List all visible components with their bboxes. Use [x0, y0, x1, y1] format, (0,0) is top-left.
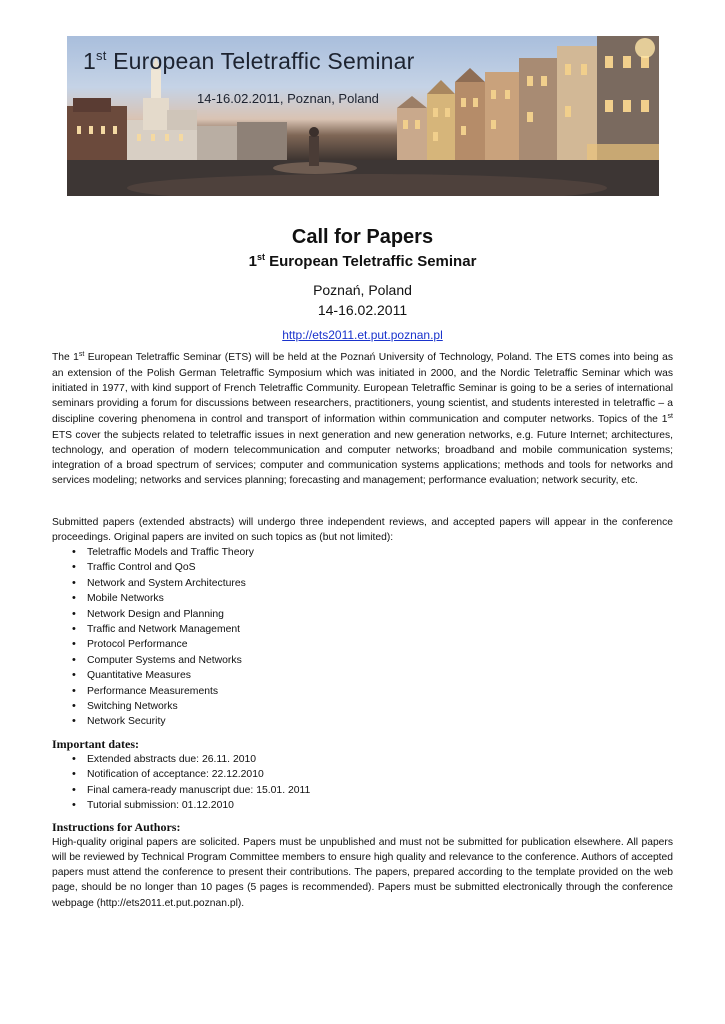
list-item: • Protocol Performance [72, 637, 254, 652]
list-item: • Teletraffic Models and Traffic Theory [72, 545, 254, 560]
intro-paragraph [52, 350, 673, 488]
website-link[interactable]: http://ets2011.et.put.poznan.pl [282, 328, 443, 342]
list-item: • Quantitative Measures [72, 668, 254, 683]
website-link-line [0, 328, 725, 342]
event-date: 14-16.02.2011 [317, 302, 408, 318]
list-item: • Extended abstracts due: 26.11. 2010 [72, 752, 310, 767]
intro-text-b: European Teletraffic Seminar (ETS) will be held at the Poznań University of Technology, Poland. The ETS comes into being as an extension of the Polish German Teletraffic Symposium which was initiated in 2000, and the Nordic Teletraffic Seminar which was initiated in 1977, with kind support of French Teletraffic Community. European Teletraffic Seminar is going to be a series of international seminars providing a forum for discussions between researchers, practitioners, young scientist, and students interested in teletraffic – a discipline covering phenomena in control and transport of information within communication and computer networks. Topics of the 1 [52, 352, 673, 425]
topics-list [72, 545, 254, 730]
important-dates-heading: Important dates: [52, 737, 139, 751]
instructions-heading: Instructions for Authors: [52, 820, 181, 834]
banner-title-number: 1 [83, 48, 96, 74]
list-item: • Performance Measurements [72, 684, 254, 699]
seminar-title [0, 253, 725, 270]
page-title: Call for Papers [291, 226, 434, 248]
list-item: • Network Security [72, 714, 254, 729]
instructions-paragraph: High-quality original papers are solicited. Papers must be unpublished and must not be submitted for publication elsewhere. All papers will be reviewed by Technical Program Committee members to ensure high quality and relevance to the conference. Authors of accepted papers must attend the conference to present their contributions. The papers, prepared according to the template provided on the web page, should be no longer than 10 pages (5 pages is recommended). Papers must be submitted electronically through the conference webpage (http://ets2011.et.put.poznan.pl). [52, 837, 673, 909]
intro-superscript-b: st [667, 412, 673, 420]
list-item: • Mobile Networks [72, 591, 254, 606]
intro-text-a: The 1 [52, 352, 79, 363]
banner-subtitle: 14-16.02.2011, Poznan, Poland [197, 91, 379, 106]
seminar-superscript: st [256, 252, 265, 262]
list-item: • Switching Networks [72, 699, 254, 714]
seminar-name: European Teletraffic Seminar [264, 253, 477, 270]
header-banner [67, 36, 659, 196]
event-location: Poznań, Poland [313, 282, 412, 298]
intro-superscript-a: st [78, 351, 85, 358]
seminar-number: 1 [248, 253, 257, 270]
intro-text-c: ETS cover the subjects related to teletraffic issues in next generation and new generation networks, e.g. Future Internet; architectures, technology, and operation of modern telecommunication and computer networks; broadband and mobile communication systems; integration of a broad spectrum of services; computer and communication systems applications; methods and tools for networks and services modeling; networks and services planning; forecasting and management; performance evaluation; network security, etc. [52, 429, 673, 487]
submission-paragraph: Submitted papers (extended abstracts) will undergo three independent reviews, and accepted papers will appear in the conference proceedings. Original papers are invited on such topics as (but not limited): [52, 517, 673, 544]
list-item: • Final camera-ready manuscript due: 15.01. 2011 [72, 783, 310, 798]
list-item: • Traffic Control and QoS [72, 560, 254, 575]
banner-title [83, 48, 414, 75]
list-item: • Network and System Architectures [72, 576, 254, 591]
banner-title-superscript: st [96, 48, 107, 63]
list-item: • Notification of acceptance: 22.12.2010 [72, 767, 310, 782]
list-item: • Computer Systems and Networks [72, 653, 254, 668]
dates-list [72, 752, 310, 814]
banner-title-text: European Teletraffic Seminar [106, 48, 415, 74]
list-item: • Tutorial submission: 01.12.2010 [72, 798, 310, 813]
list-item: • Traffic and Network Management [72, 622, 254, 637]
list-item: • Network Design and Planning [72, 607, 254, 622]
